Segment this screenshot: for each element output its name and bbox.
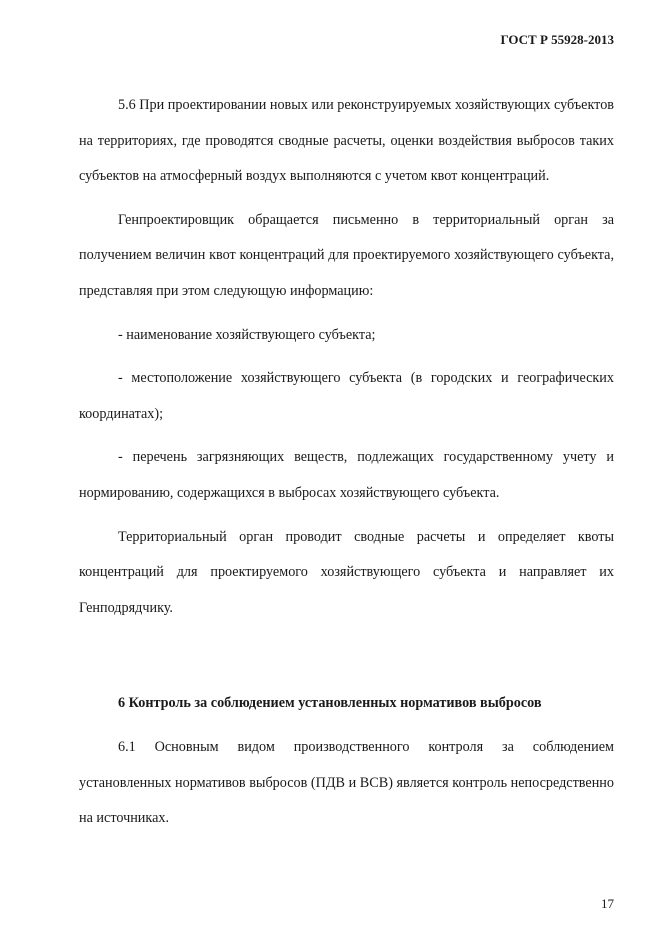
- paragraph-territorial-body: Территориальный орган проводит сводные расчеты и определяет квоты концентраций для проектируемого хозяйствующего субъекта и направляет их Генподрядчику.: [79, 528, 614, 616]
- document-header: ГОСТ Р 55928-2013: [500, 32, 614, 47]
- list-item-pollutants: - перечень загрязняющих веществ, подлежащих государственному учету и нормированию, содержащихся в выбросах хозяйствующего субъекта.: [79, 449, 614, 501]
- paragraph-6-1: 6.1 Основным видом производственного контроля за соблюдением установленных нормативов выбросов (ПДВ и ВСВ) является контроль непосредственно на источниках.: [79, 738, 614, 827]
- list-item-entity-name: - наименование хозяйствующего субъекта;: [118, 326, 376, 343]
- section-heading: 6 Контроль за соблюдением установленных нормативов выбросов: [118, 695, 542, 712]
- paragraph-5-6: 5.6 При проектировании новых или реконструируемых хозяйствующих субъектов на территориях, где проводятся сводные расчеты, оценки воздействия выбросов таких субъектов на атмосферный воздух выполняются с учетом квот концентраций.: [79, 97, 614, 185]
- document-body: [79, 88, 614, 837]
- page-number: 17: [601, 896, 614, 911]
- paragraph-general-designer-request: Генпроектировщик обращается письменно в территориальный орган за получением величин квот концентраций для проектируемого хозяйствующего субъекта, представляя при этом следующую информацию:: [79, 211, 614, 299]
- list-item-entity-location: - местоположение хозяйствующего субъекта (в городских и географических координатах);: [79, 370, 614, 422]
